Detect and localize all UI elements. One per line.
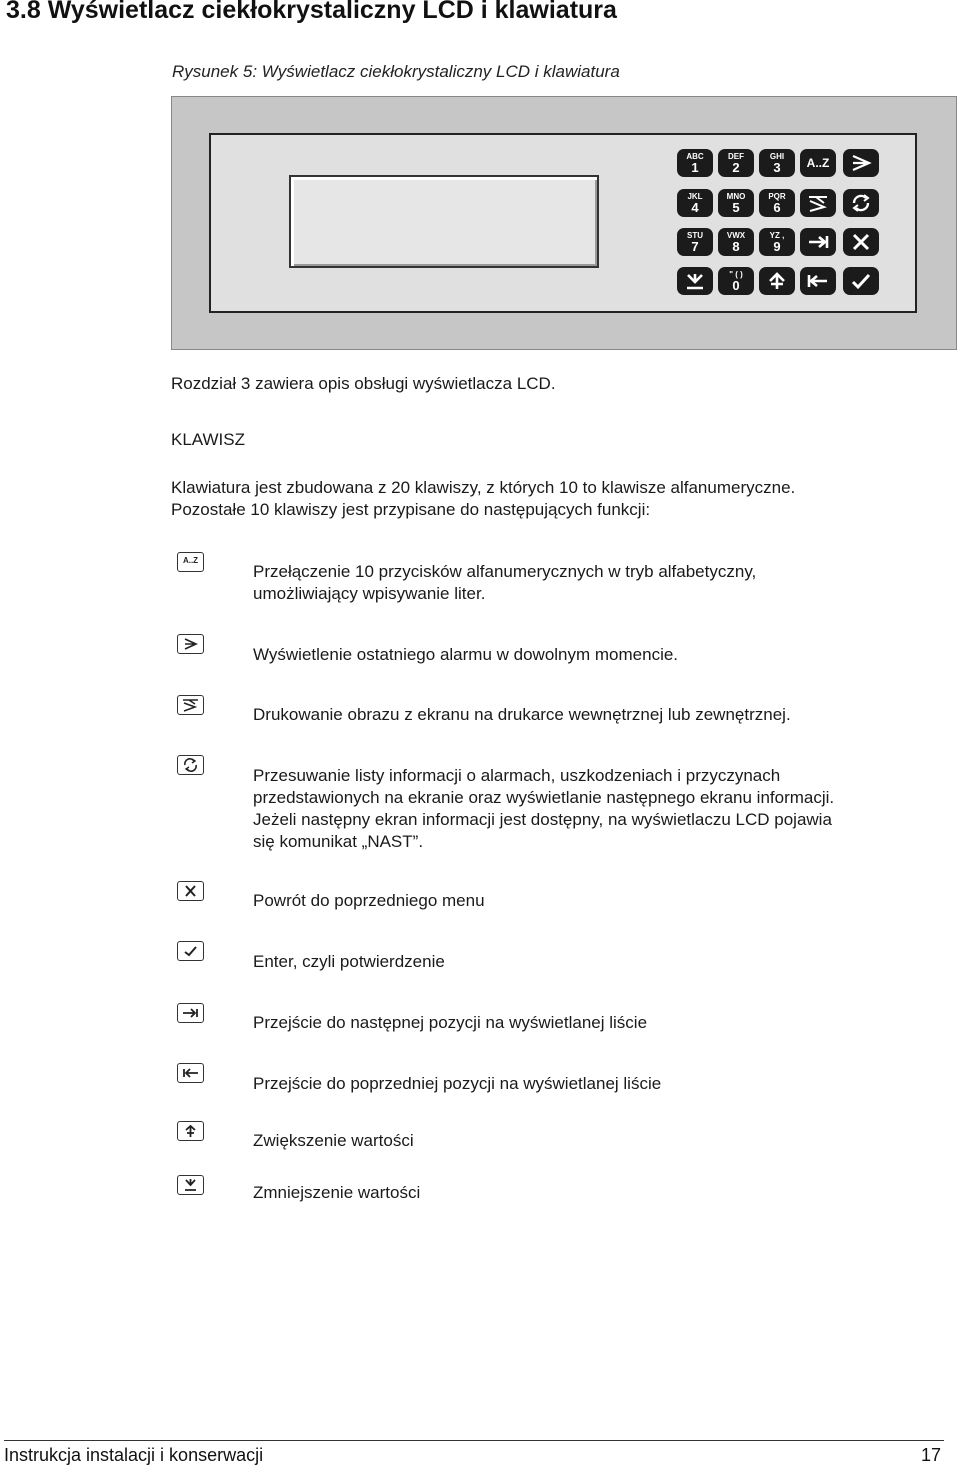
key-prev[interactable] [800,267,836,295]
back-x-icon [849,232,873,252]
key-print[interactable] [800,189,836,217]
key-9[interactable]: YZ , 9 [759,228,795,256]
key-2[interactable]: DEF 2 [718,149,754,177]
function-description: Przełączenie 10 przycisków alfanumerycznych w tryb alfabetyczny, umożliwiający wpisywanie liter. [253,562,757,603]
function-description: Zwiększenie wartości [253,1131,414,1150]
key-next[interactable] [800,228,836,256]
function-description: Wyświetlenie ostatniego alarmu w dowolnym momencie. [253,645,679,664]
decrease-icon [683,271,707,291]
key-4[interactable]: JKL 4 [677,189,713,217]
key-az[interactable]: A..Z [800,149,836,177]
function-description: Zmniejszenie wartości [253,1183,421,1202]
key-cycle[interactable] [843,189,879,217]
key-1[interactable]: ABC 1 [677,149,713,177]
section-heading: 3.8 Wyświetlacz ciekłokrystaliczny LCD i klawiatura [6,0,617,24]
az-icon: A..Z [177,552,204,572]
lcd-screen [289,175,599,268]
key-back[interactable] [843,228,879,256]
intro-text: Rozdział 3 zawiera opis obsługi wyświetlacza LCD. [171,374,556,393]
alarm-icon [849,153,873,173]
function-description: Przejście do następnej pozycji na wyświetlanej liście [253,1013,648,1032]
print-icon [806,193,830,213]
back-x-icon [177,881,204,901]
key-decrease[interactable] [677,267,713,295]
figure-caption: Rysunek 5: Wyświetlacz ciekłokrystaliczny LCD i klawiatura [172,62,620,81]
prev-arrow-icon [177,1063,204,1083]
next-arrow-icon [806,232,830,252]
key-7[interactable]: STU 7 [677,228,713,256]
function-description: Przesuwanie listy informacji o alarmach, uszkodzeniach i przyczynach przedstawionych na ekranie oraz wyświetlanie następnego ekranu informacji. Jeżeli następny ekran informacji jest dostępny, na wyświetlaczu LCD pojawia się komunikat „NAST”. [253,766,835,851]
key-3[interactable]: GHI 3 [759,149,795,177]
increase-icon [765,271,789,291]
key-alarm[interactable] [843,149,879,177]
footer-title: Instrukcja instalacji i konserwacji [4,1445,264,1465]
key-6[interactable]: PQR 6 [759,189,795,217]
key-0[interactable]: " ( ) 0 [718,267,754,295]
enter-check-icon [177,941,204,961]
section-label: KLAWISZ [171,430,245,449]
function-description: Enter, czyli potwierdzenie [253,952,445,971]
key-enter[interactable] [843,267,879,295]
print-icon [177,695,204,715]
function-description: Przejście do poprzedniej pozycji na wyświetlanej liście [253,1074,662,1093]
alarm-icon [177,634,204,654]
footer-divider [4,1440,944,1441]
key-5[interactable]: MNO 5 [718,189,754,217]
function-description: Powrót do poprzedniego menu [253,891,485,910]
paragraph-line-2: Pozostałe 10 klawiszy jest przypisane do następujących funkcji: [171,500,651,519]
function-description: Drukowanie obrazu z ekranu na drukarce wewnętrznej lub zewnętrznej. [253,705,791,724]
next-arrow-icon [177,1003,204,1023]
increase-icon [177,1121,204,1141]
cycle-icon [177,755,204,775]
paragraph-line-1: Klawiatura jest zbudowana z 20 klawiszy, z których 10 to klawisze alfanumeryczne. [171,478,796,497]
prev-arrow-icon [806,271,830,291]
key-increase[interactable] [759,267,795,295]
decrease-icon [177,1175,204,1195]
page-number: 17 [921,1445,942,1465]
cycle-icon [849,193,873,213]
enter-check-icon [849,271,873,291]
key-8[interactable]: VWX 8 [718,228,754,256]
